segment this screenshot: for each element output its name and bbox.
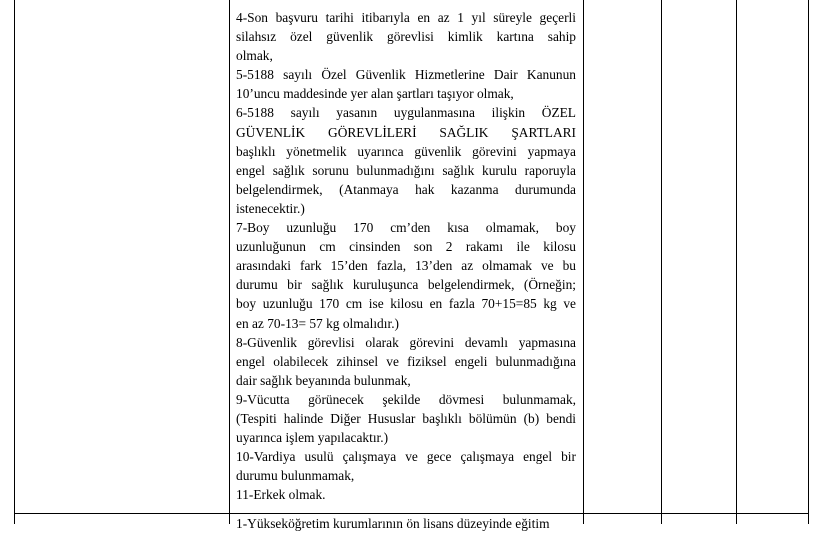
requirement-line: olmak, <box>236 48 273 64</box>
table-border-left <box>14 0 15 524</box>
requirement-line: durumu bulunmamak, <box>236 468 355 484</box>
requirement-line: 8-Güvenlik görevlisi olarak görevini devamlı yapmasına <box>236 334 576 350</box>
requirement-line: 5-5188 sayılı Özel Güvenlik Hizmetlerine Dair Kanunun <box>236 67 576 83</box>
requirement-line: istenecektir.) <box>236 200 305 216</box>
table-border-right <box>808 0 809 524</box>
table-border-col1 <box>229 0 230 524</box>
requirement-line: 10-Vardiya usulü çalışmaya ve gece çalışmaya engel bir <box>236 449 576 465</box>
requirement-line: dair sağlık beyanında bulunmak, <box>236 372 411 388</box>
requirement-line: engel olabilecek zihinsel ve fiziksel engeli bulunmadığına <box>236 353 576 369</box>
requirement-line: en az 70-13= 57 kg olmalıdır.) <box>236 315 399 331</box>
next-row-text: 1-Yükseköğretim kurumlarının ön lisans düzeyinde eğitim <box>236 516 550 531</box>
requirement-line: 7-Boy uzunluğu 170 cm’den kısa olmamak, boy <box>236 220 576 236</box>
requirement-line: belgelendirmek, (Atanmaya hak kazanma durumunda <box>236 181 576 197</box>
requirement-line: boy uzunluğu 170 cm ise kilosu en fazla 70+15=85 kg ve <box>236 296 576 312</box>
requirement-line: başlıklı yönetmelik uyarınca güvenlik görevini yapmaya <box>236 143 576 159</box>
requirement-line: 6-5188 sayılı yasanın uygulanmasına ilişkin ÖZEL <box>236 105 576 121</box>
requirement-line: durumu bir sağlık kuruluşunca belgelendirmek, (Örneğin; <box>236 277 576 293</box>
requirement-line: GÜVENLİK GÖREVLİLERİ SAĞLIK ŞARTLARI <box>236 124 576 140</box>
table-border-col4 <box>736 0 737 524</box>
requirement-line: 10’uncu maddesinde yer alan şartları taşıyor olmak, <box>236 86 514 102</box>
requirement-line: 4-Son başvuru tarihi itibarıyla en az 1 yıl süreyle geçerli <box>236 10 576 25</box>
table-border-col3 <box>661 0 662 524</box>
requirement-line: engel sağlık sorunu bulunmadığını sağlık kurulu raporuyla <box>236 162 576 178</box>
requirement-line: (Tespiti halinde Diğer Hususlar başlıklı bölümün (b) bendi <box>236 410 576 426</box>
requirement-line: 9-Vücutta görünecek şekilde dövmesi bulunmamak, <box>236 391 576 407</box>
requirement-line: uyarınca işlem yapılacaktır.) <box>236 430 389 446</box>
requirement-line: uzunluğunun cm cinsinden son 2 rakamı ile kilosu <box>236 239 576 255</box>
table-border-col2 <box>583 0 584 524</box>
requirements-cell <box>236 8 576 504</box>
requirement-line: silahsız özel güvenlik görevlisi kimlik kartına sahip <box>236 29 576 45</box>
requirement-line: 11-Erkek olmak. <box>236 487 326 503</box>
requirement-line: arasındaki fark 15’den fazla, 13’den az olmamak ve bu <box>236 258 576 274</box>
